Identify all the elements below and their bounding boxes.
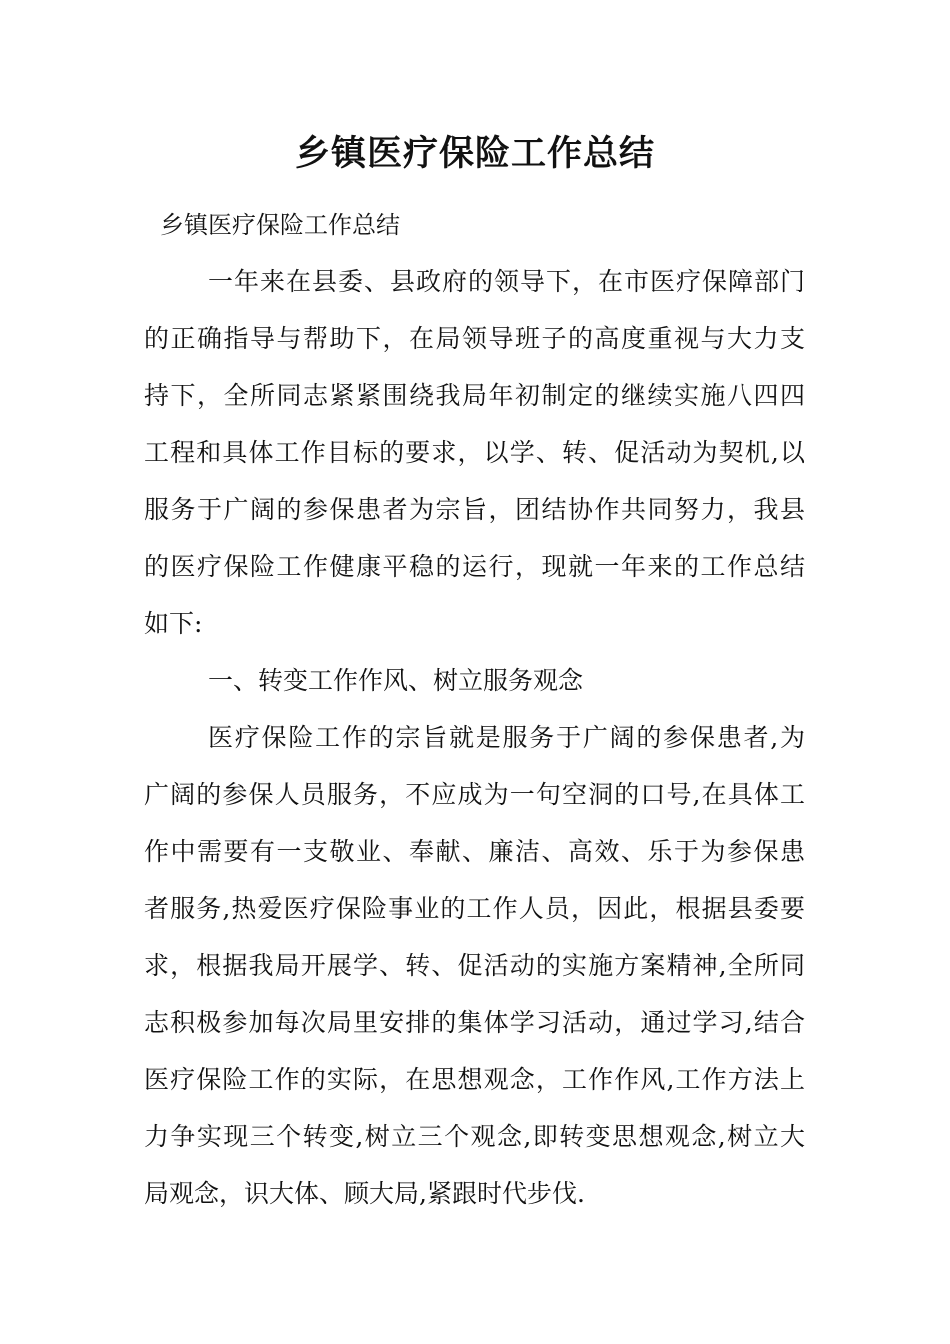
document-subtitle: 乡镇医疗保险工作总结 (160, 211, 400, 239)
intro-line: 的医疗保险工作健康平稳的运行，现就一年来的工作总结 (144, 552, 805, 581)
section-heading: 一、转变工作作风、树立服务观念 (208, 666, 584, 695)
intro-line: 服务于广阔的参保患者为宗旨，团结协作共同努力，我县 (144, 495, 805, 524)
intro-line: 的正确指导与帮助下，在局领导班子的高度重视与大力支 (144, 324, 805, 353)
section-line: 力争实现三个转变,树立三个观念,即转变思想观念,树立大 (144, 1122, 805, 1151)
section-line: 医疗保险工作的实际，在思想观念，工作作风,工作方法上 (144, 1065, 805, 1094)
section-line: 者服务,热爱医疗保险事业的工作人员，因此，根据县委要 (144, 894, 805, 923)
document-title: 乡镇医疗保险工作总结 (294, 134, 655, 174)
intro-line: 工程和具体工作目标的要求，以学、转、促活动为契机,以 (144, 438, 805, 467)
section-line: 医疗保险工作的宗旨就是服务于广阔的参保患者,为 (208, 723, 805, 752)
intro-line: 如下: (144, 609, 203, 638)
section-line: 求，根据我局开展学、转、促活动的实施方案精神,全所同 (144, 951, 805, 980)
intro-line: 一年来在县委、县政府的领导下，在市医疗保障部门 (208, 267, 805, 296)
intro-line: 持下，全所同志紧紧围绕我局年初制定的继续实施八四四 (144, 381, 805, 410)
section-line: 局观念，识大体、顾大局,紧跟时代步伐. (144, 1179, 585, 1208)
section-line: 志积极参加每次局里安排的集体学习活动，通过学习,结合 (144, 1008, 805, 1037)
section-line: 广阔的参保人员服务，不应成为一句空洞的口号,在具体工 (144, 780, 805, 809)
section-line: 作中需要有一支敬业、奉献、廉洁、高效、乐于为参保患 (144, 837, 805, 866)
